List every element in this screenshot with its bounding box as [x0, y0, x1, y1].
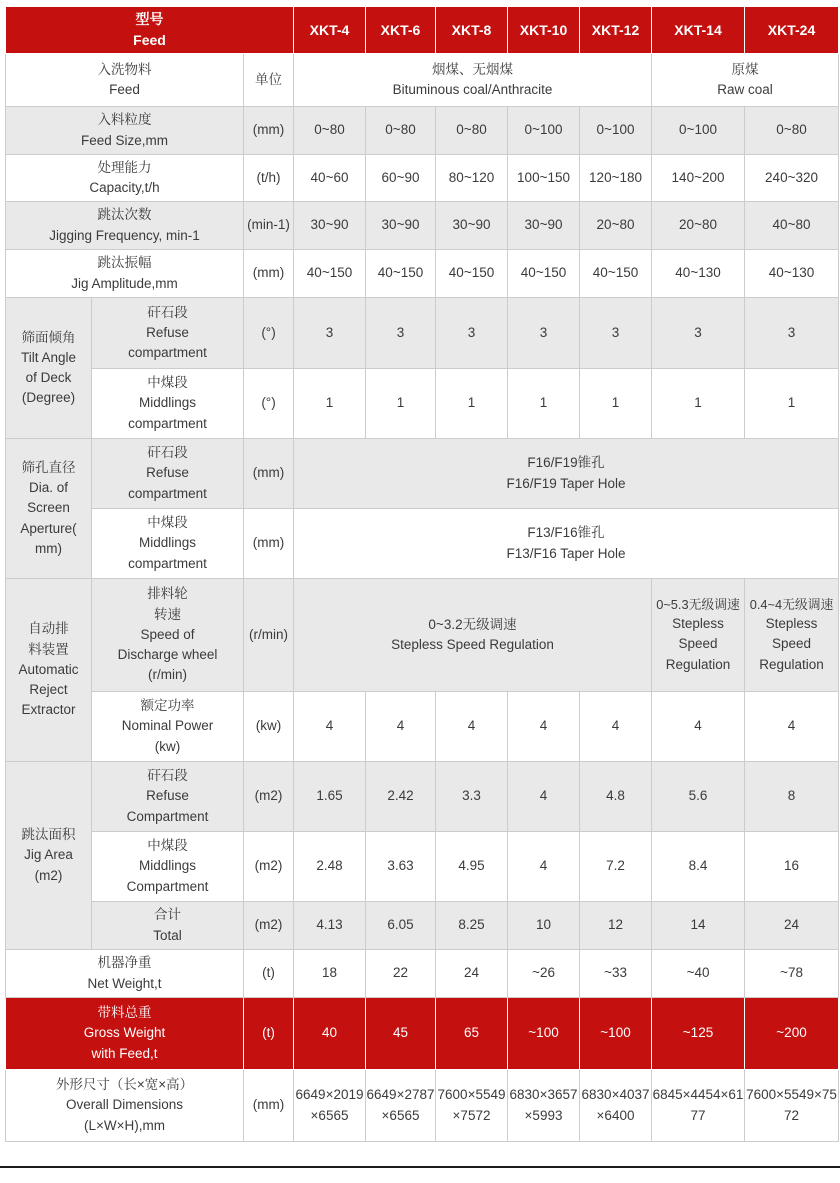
text-line: 入料粒度	[97, 112, 152, 128]
value-cell: 1	[745, 369, 839, 439]
value-cell: 3	[294, 298, 366, 369]
row-tilt-middlings-unit: (°)	[244, 369, 294, 439]
value-cell: 4	[366, 692, 436, 762]
text-line: 0~3.2无级调速	[428, 616, 517, 632]
value-cell: 6845×4454×6177	[652, 1070, 745, 1142]
value-cell: 6649×2787×6565	[366, 1070, 436, 1142]
text-line: 筛孔直径	[21, 459, 76, 475]
value-cell: 1	[436, 369, 508, 439]
value-cell: 7.2	[580, 832, 652, 902]
text-line: 带料总重	[97, 1005, 152, 1021]
row-aperture-refuse	[6, 439, 839, 509]
value-cell: 12	[580, 902, 652, 950]
text-line: 额定功率	[140, 698, 195, 714]
value-cell: 3	[580, 298, 652, 369]
value-cell: 3	[745, 298, 839, 369]
spec-table	[5, 6, 839, 1142]
text-line: Feed Size,mm	[80, 132, 169, 148]
value-cell: 1.65	[294, 762, 366, 832]
text-line: 矸石段	[147, 768, 188, 784]
text-line: mm)	[35, 540, 62, 556]
text-line: 矸石段	[147, 445, 188, 461]
text-line: compartment	[128, 555, 207, 571]
value-cell: 7600×5549×7572	[436, 1070, 508, 1142]
row-tilt-refuse	[6, 298, 839, 369]
value-cell: 40~150	[508, 250, 580, 298]
value-cell: 0~100	[580, 107, 652, 155]
text-line: 筛面倾角	[21, 329, 76, 345]
header-model-xkt24: XKT-24	[745, 7, 839, 54]
value-cell: ~78	[745, 950, 839, 998]
text-line: Aperture(	[20, 520, 77, 536]
text-line: 跳汰振幅	[97, 255, 152, 271]
text-line: Refuse	[146, 324, 189, 340]
value-cell: ~100	[580, 998, 652, 1070]
text-line: Feed	[109, 82, 140, 97]
value-cell: 3	[652, 298, 745, 369]
value-cell: 120~180	[580, 155, 652, 202]
text-line: 中煤段	[147, 375, 188, 391]
value-cell: 2.42	[366, 762, 436, 832]
value-cell: ~40	[652, 950, 745, 998]
value-cell: ~200	[745, 998, 839, 1070]
value-cell: 1	[580, 369, 652, 439]
value-cell: 4	[652, 692, 745, 762]
text-line: Stepless Speed Regulation	[665, 616, 731, 672]
text-line: Speed of	[140, 626, 195, 642]
value-cell: 4.8	[580, 762, 652, 832]
text-line: F16/F19 Taper Hole	[506, 475, 626, 491]
text-line: Jigging Frequency, min-1	[49, 227, 200, 243]
text-line: Bituminous coal/Anthracite	[392, 82, 553, 97]
text-line: 料装置	[28, 641, 69, 657]
value-cell: 6830×4037×6400	[580, 1070, 652, 1142]
text-line: with Feed,t	[91, 1045, 158, 1061]
value-cell: ~33	[580, 950, 652, 998]
value-cell: 45	[366, 998, 436, 1070]
text-line: 0~5.3无级调速	[656, 597, 740, 613]
row-amplitude	[6, 250, 839, 298]
cell-feed-bituminous	[294, 54, 652, 107]
value-cell: 18	[294, 950, 366, 998]
text-line: 外形尺寸（长×宽×高）	[55, 1077, 194, 1093]
text-line: of Deck	[25, 370, 72, 385]
text-line: Dia. of	[28, 480, 69, 496]
row-discharge-speed-unit: (r/min)	[244, 579, 294, 692]
value-cell: 40~130	[745, 250, 839, 298]
text-line: Refuse	[146, 788, 189, 804]
value-cell: 7600×5549×7572	[745, 1070, 839, 1142]
header-title-cell	[6, 7, 294, 54]
row-tilt-refuse-label	[92, 298, 244, 369]
group-label-auto-reject-extractor	[6, 579, 92, 762]
value-cell: 0~80	[294, 107, 366, 155]
header-model-xkt14: XKT-14	[652, 7, 745, 54]
row-aperture-refuse-label	[92, 439, 244, 509]
text-line: Nominal Power	[121, 718, 214, 734]
text-line: Middlings	[138, 858, 197, 874]
row-area-middlings	[6, 832, 839, 902]
text-line: Refuse	[146, 465, 189, 481]
text-line: Stepless Speed Regulation	[759, 616, 824, 672]
row-feed-size	[6, 107, 839, 155]
text-line: 机器净重	[97, 955, 152, 971]
cell-aperture-refuse-value	[294, 439, 839, 509]
value-cell: 16	[745, 832, 839, 902]
text-line: compartment	[128, 485, 207, 501]
row-feed	[6, 54, 839, 107]
text-line: F13/F16锥孔	[527, 525, 605, 541]
row-aperture-refuse-unit: (mm)	[244, 439, 294, 509]
row-nominal-power-unit: (kw)	[244, 692, 294, 762]
row-feed-unit: 单位	[244, 54, 294, 107]
text-line: Capacity,t/h	[89, 180, 160, 195]
text-line: Jig Amplitude,mm	[71, 275, 178, 291]
text-line: 排料轮	[147, 586, 188, 602]
text-line: Feed	[133, 32, 166, 48]
text-line: Raw coal	[717, 82, 773, 97]
row-nominal-power-label	[92, 692, 244, 762]
value-cell: 20~80	[652, 202, 745, 250]
value-cell: 8	[745, 762, 839, 832]
row-dimensions-label	[6, 1070, 244, 1142]
row-frequency-unit: (min-1)	[244, 202, 294, 250]
value-cell: 4	[294, 692, 366, 762]
text-line: 型号	[135, 11, 164, 27]
text-line: Stepless Speed Regulation	[391, 637, 554, 652]
value-cell: 14	[652, 902, 745, 950]
row-feed-size-unit: (mm)	[244, 107, 294, 155]
row-gross-weight-label	[6, 998, 244, 1070]
value-cell: 3	[436, 298, 508, 369]
value-cell: 0~100	[508, 107, 580, 155]
text-line: Net Weight,t	[87, 975, 162, 991]
text-line: Middlings	[138, 535, 197, 551]
value-cell: ~125	[652, 998, 745, 1070]
value-cell: 1	[366, 369, 436, 439]
text-line: (m2)	[34, 867, 63, 883]
row-area-refuse-label	[92, 762, 244, 832]
cell-feed-raw-coal	[652, 54, 839, 107]
text-line: Jig Area	[24, 847, 73, 863]
text-line: compartment	[128, 345, 207, 361]
text-line: 跳汰次数	[97, 207, 152, 223]
value-cell: 8.25	[436, 902, 508, 950]
row-nominal-power	[6, 692, 839, 762]
group-label-screen-aperture	[6, 439, 92, 579]
text-line: Total	[153, 927, 182, 943]
row-tilt-middlings	[6, 369, 839, 439]
text-line: (r/min)	[148, 667, 187, 683]
value-cell: 4.95	[436, 832, 508, 902]
row-area-middlings-unit: (m2)	[244, 832, 294, 902]
text-line: Overall Dimensions	[65, 1097, 184, 1113]
row-discharge-speed	[6, 579, 839, 692]
cell-speed-regulation-span	[294, 579, 652, 692]
row-capacity-label	[6, 155, 244, 202]
value-cell: 1	[652, 369, 745, 439]
value-cell: 20~80	[580, 202, 652, 250]
text-line: 合计	[154, 907, 181, 923]
row-dimensions	[6, 1070, 839, 1142]
value-cell: 40~150	[580, 250, 652, 298]
text-line: (L×W×H),mm	[84, 1117, 165, 1133]
text-line: 自动排	[28, 621, 69, 637]
value-cell: 0~80	[745, 107, 839, 155]
text-line: Middlings	[138, 395, 197, 411]
value-cell: 6649×2019×6565	[294, 1070, 366, 1142]
header-model-xkt10: XKT-10	[508, 7, 580, 54]
value-cell: 30~90	[294, 202, 366, 250]
value-cell: 30~90	[508, 202, 580, 250]
text-line: (Degree)	[21, 390, 76, 406]
value-cell: 5.6	[652, 762, 745, 832]
cell-aperture-middlings-value	[294, 509, 839, 579]
value-cell: 3	[366, 298, 436, 369]
value-cell: 22	[366, 950, 436, 998]
row-dimensions-unit: (mm)	[244, 1070, 294, 1142]
value-cell: 1	[508, 369, 580, 439]
value-cell: 80~120	[436, 155, 508, 202]
text-line: Tilt Angle	[20, 349, 77, 365]
value-cell: 40~150	[436, 250, 508, 298]
row-aperture-middlings	[6, 509, 839, 579]
text-line: Screen	[27, 500, 70, 516]
value-cell: 4	[580, 692, 652, 762]
value-cell: 4	[508, 762, 580, 832]
text-line: Compartment	[126, 878, 209, 894]
value-cell: 2.48	[294, 832, 366, 902]
row-aperture-middlings-label	[92, 509, 244, 579]
value-cell: 60~90	[366, 155, 436, 202]
group-label-jig-area	[6, 762, 92, 950]
value-cell: 4	[745, 692, 839, 762]
row-area-middlings-label	[92, 832, 244, 902]
row-net-weight-unit: (t)	[244, 950, 294, 998]
row-tilt-middlings-label	[92, 369, 244, 439]
value-cell: 24	[745, 902, 839, 950]
value-cell: 65	[436, 998, 508, 1070]
text-line: 0.4~4无级调速	[749, 597, 834, 613]
row-amplitude-unit: (mm)	[244, 250, 294, 298]
row-area-total-label	[92, 902, 244, 950]
value-cell: 40~130	[652, 250, 745, 298]
text-line: Discharge wheel	[117, 647, 218, 663]
text-line: 中煤段	[147, 838, 188, 854]
text-line: 原煤	[731, 61, 759, 77]
text-line: Reject	[29, 682, 68, 698]
row-area-refuse-unit: (m2)	[244, 762, 294, 832]
group-label-tilt-angle	[6, 298, 92, 439]
row-feed-size-label	[6, 107, 244, 155]
value-cell: 0~100	[652, 107, 745, 155]
row-amplitude-label	[6, 250, 244, 298]
value-cell: 100~150	[508, 155, 580, 202]
text-line: 烟煤、无烟煤	[432, 61, 514, 77]
row-capacity	[6, 155, 839, 202]
text-line: F13/F16 Taper Hole	[506, 545, 626, 561]
row-net-weight-label	[6, 950, 244, 998]
value-cell: 40~80	[745, 202, 839, 250]
value-cell: 40~60	[294, 155, 366, 202]
value-cell: 0~80	[366, 107, 436, 155]
header-model-xkt4: XKT-4	[294, 7, 366, 54]
value-cell: 40~150	[366, 250, 436, 298]
header-model-xkt6: XKT-6	[366, 7, 436, 54]
value-cell: 1	[294, 369, 366, 439]
value-cell: 10	[508, 902, 580, 950]
header-model-xkt8: XKT-8	[436, 7, 508, 54]
row-feed-label	[6, 54, 244, 107]
text-line: Extractor	[21, 702, 76, 718]
value-cell: ~26	[508, 950, 580, 998]
row-net-weight	[6, 950, 839, 998]
table-header-row	[6, 7, 839, 54]
value-cell: 6.05	[366, 902, 436, 950]
text-line: 跳汰面积	[21, 827, 76, 843]
value-cell: 4	[508, 692, 580, 762]
text-line: 入洗物料	[97, 61, 152, 77]
value-cell: 4	[436, 692, 508, 762]
row-area-refuse	[6, 762, 839, 832]
header-model-xkt12: XKT-12	[580, 7, 652, 54]
text-line: 矸石段	[147, 304, 188, 320]
page-bottom-rule	[0, 1166, 840, 1168]
value-cell: 8.4	[652, 832, 745, 902]
value-cell: 24	[436, 950, 508, 998]
text-line: compartment	[128, 415, 207, 431]
value-cell: ~100	[508, 998, 580, 1070]
row-frequency-label	[6, 202, 244, 250]
value-cell: 3.63	[366, 832, 436, 902]
cell-speed-regulation-xkt14	[652, 579, 745, 692]
value-cell: 0~80	[436, 107, 508, 155]
value-cell: 6830×3657×5993	[508, 1070, 580, 1142]
row-gross-weight	[6, 998, 839, 1070]
row-gross-weight-unit: (t)	[244, 998, 294, 1070]
text-line: (kw)	[154, 738, 181, 754]
row-frequency	[6, 202, 839, 250]
row-aperture-middlings-unit: (mm)	[244, 509, 294, 579]
value-cell: 240~320	[745, 155, 839, 202]
text-line: 转速	[154, 606, 181, 622]
row-area-total	[6, 902, 839, 950]
value-cell: 3.3	[436, 762, 508, 832]
row-capacity-unit: (t/h)	[244, 155, 294, 202]
row-area-total-unit: (m2)	[244, 902, 294, 950]
row-discharge-speed-label	[92, 579, 244, 692]
value-cell: 30~90	[436, 202, 508, 250]
value-cell: 140~200	[652, 155, 745, 202]
row-tilt-refuse-unit: (°)	[244, 298, 294, 369]
value-cell: 4	[508, 832, 580, 902]
text-line: F16/F19锥孔	[527, 455, 605, 471]
value-cell: 40~150	[294, 250, 366, 298]
value-cell: 3	[508, 298, 580, 369]
text-line: Compartment	[126, 808, 209, 824]
value-cell: 30~90	[366, 202, 436, 250]
text-line: Automatic	[18, 661, 79, 677]
text-line: Gross Weight	[83, 1025, 166, 1041]
value-cell: 40	[294, 998, 366, 1070]
value-cell: 4.13	[294, 902, 366, 950]
cell-speed-regulation-xkt24	[745, 579, 839, 692]
text-line: 中煤段	[147, 515, 188, 531]
text-line: 处理能力	[97, 159, 152, 175]
